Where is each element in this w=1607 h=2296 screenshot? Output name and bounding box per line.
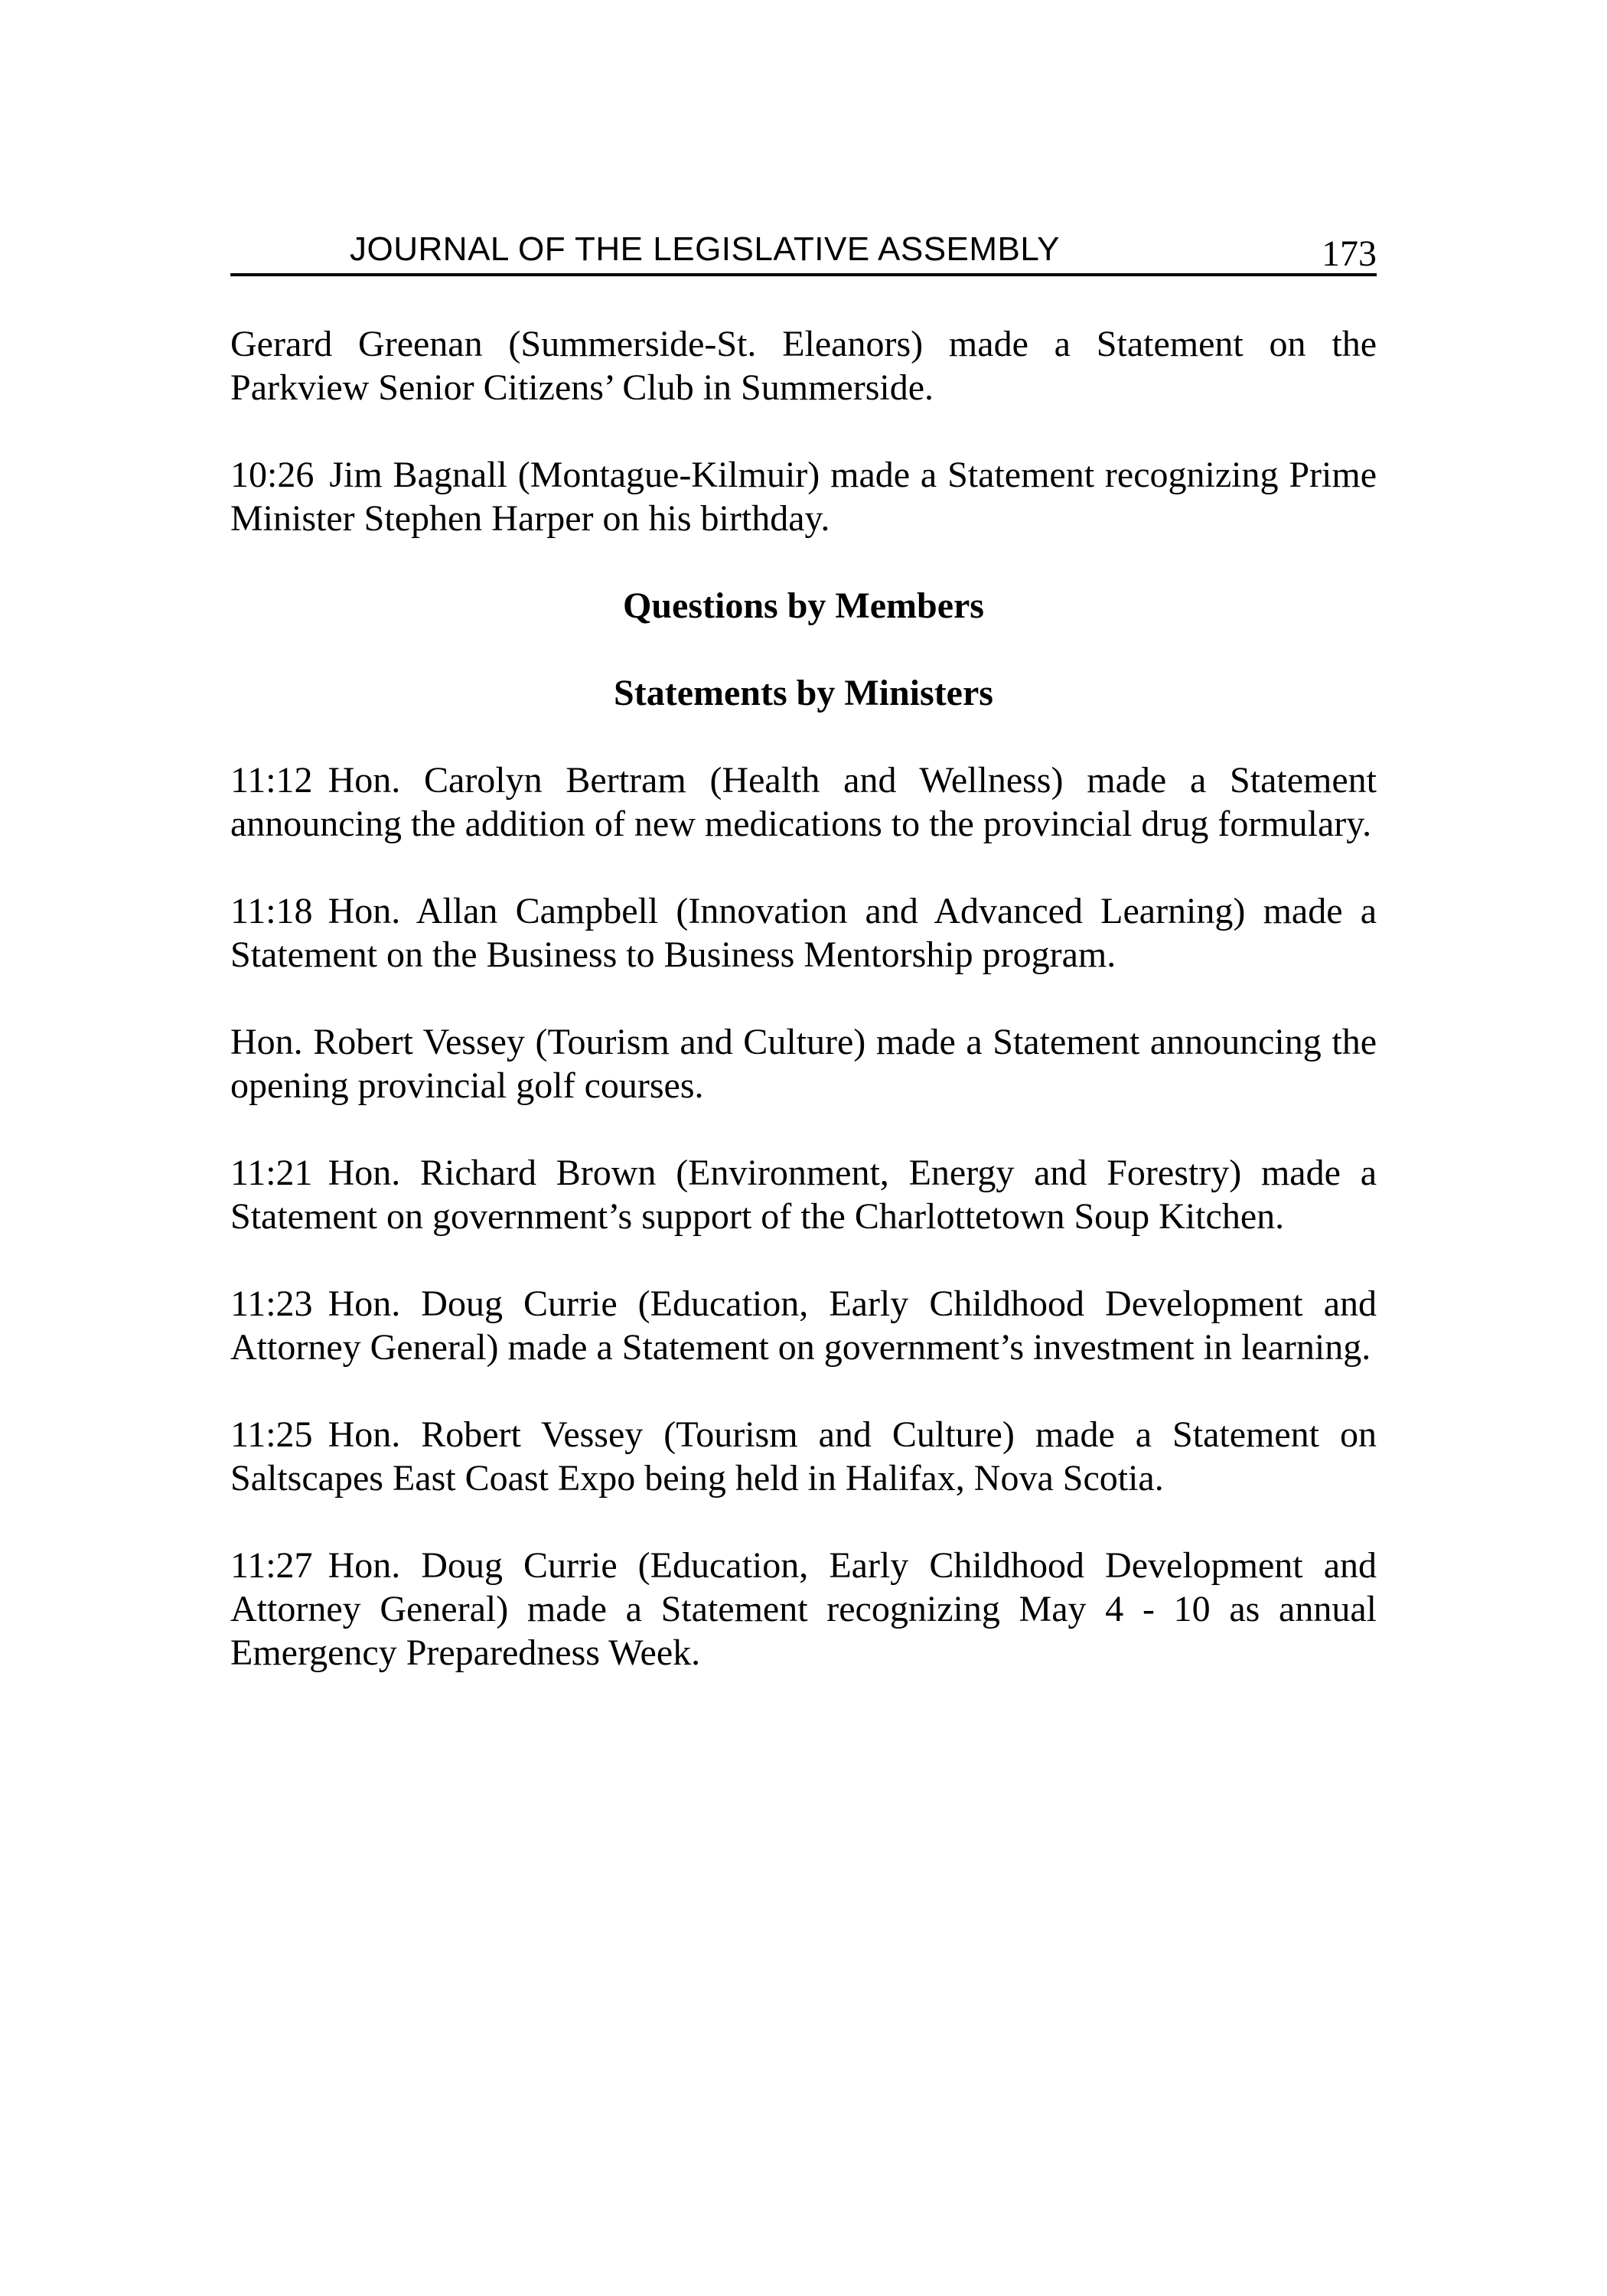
statement-time: 11:23	[230, 1283, 313, 1324]
minister-statement	[230, 889, 1377, 977]
statement-time: 11:25	[230, 1414, 313, 1455]
statement-text: Jim Bagnall (Montague-Kilmuir) made a Statement recognizing Prime Minister Stephen Harper on his birthday.	[230, 455, 1377, 539]
statement-text: Hon. Doug Currie (Education, Early Childhood Development and Attorney General) made a Statement on government’s investment in learning.	[230, 1283, 1377, 1368]
statement-text: Hon. Allan Campbell (Innovation and Advanced Learning) made a Statement on the Business to Business Mentorship program.	[230, 891, 1377, 975]
page-number: 173	[1322, 233, 1377, 274]
minister-statement	[230, 1413, 1377, 1500]
minister-statement	[230, 1151, 1377, 1238]
statement-text: Hon. Carolyn Bertram (Health and Wellness) made a Statement announcing the addition of new medications to the provincial drug formulary.	[230, 760, 1377, 844]
statement-text: Hon. Robert Vessey (Tourism and Culture) made a Statement on Saltscapes East Coast Expo being held in Halifax, Nova Scotia.	[230, 1414, 1377, 1499]
minister-statement	[230, 758, 1377, 846]
statement-time: 11:18	[230, 891, 313, 931]
statement-text: Hon. Robert Vessey (Tourism and Culture) made a Statement announcing the opening provincial golf courses.	[230, 1022, 1377, 1106]
member-statement	[230, 322, 1377, 409]
running-header	[230, 226, 1377, 276]
statement-time: 10:26	[230, 455, 315, 495]
minister-statement	[230, 1020, 1377, 1107]
section-heading-statements: Statements by Ministers	[614, 673, 993, 713]
statement-time: 11:21	[230, 1153, 313, 1193]
statement-text: Hon. Richard Brown (Environment, Energy and Forestry) made a Statement on government’s support of the Charlottetown Soup Kitchen.	[230, 1153, 1377, 1237]
minister-statement	[230, 1544, 1377, 1675]
statement-text: Gerard Greenan (Summerside-St. Eleanors) made a Statement on the Parkview Senior Citizens’ Club in Summerside.	[230, 324, 1377, 408]
statement-time: 11:12	[230, 760, 313, 801]
statement-time: 11:27	[230, 1545, 313, 1586]
journal-title: JOURNAL OF THE LEGISLATIVE ASSEMBLY	[350, 230, 1060, 268]
minister-statement	[230, 1282, 1377, 1369]
member-statement	[230, 453, 1377, 540]
statement-text: Hon. Doug Currie (Education, Early Childhood Development and Attorney General) made a Statement recognizing May 4 - 10 as annual Emergency Preparedness Week.	[230, 1545, 1377, 1673]
section-heading-questions: Questions by Members	[623, 585, 984, 626]
journal-page	[230, 226, 1377, 1718]
